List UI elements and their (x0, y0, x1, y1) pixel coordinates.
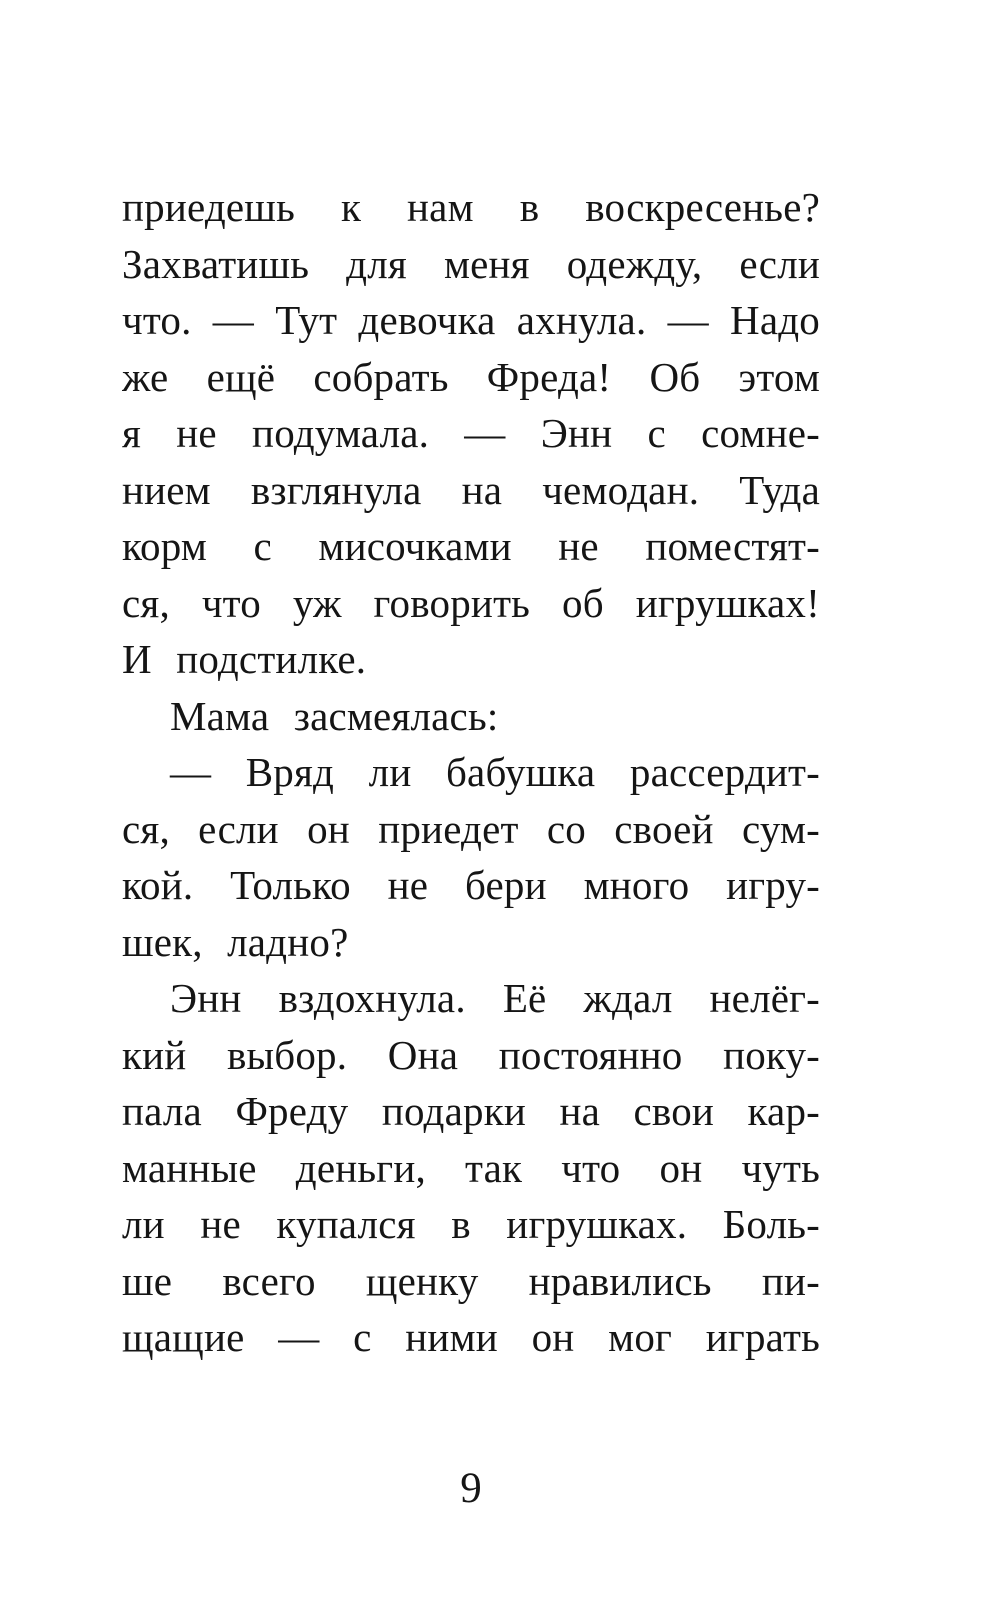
text-line: что. — Тут девочка ахнула. — Надо (122, 297, 820, 343)
text-line: корм с мисочками не поместят- (122, 523, 820, 569)
text-line: пала Фреду подарки на свои кар- (122, 1088, 820, 1134)
text-line: ли не купался в игрушках. Боль- (122, 1201, 820, 1247)
text-line: ся, если он приедет со своей сум- (122, 805, 820, 852)
text-line: щащие — с ними он мог играть (122, 1314, 820, 1360)
text-line: кий выбор. Она постоянно поку- (122, 1031, 820, 1078)
text-line: — Вряд ли бабушка рассердит- (170, 749, 820, 795)
text-line: кой. Только не бери много игру- (122, 862, 820, 908)
text-line: я не подумала. — Энн с сомне- (122, 410, 820, 456)
text-line: манные деньги, так что он чуть (122, 1144, 820, 1191)
page-number: 9 (460, 1465, 482, 1512)
text-line: нием взглянула на чемодан. Туда (122, 466, 820, 513)
text-line: И подстилке. (122, 636, 367, 682)
text-line: ся, что уж говорить об игрушках! (122, 579, 820, 626)
text-line: шек, ладно? (122, 918, 349, 965)
text-line: приедешь к нам в воскресенье? (122, 184, 820, 230)
text-block (122, 179, 820, 1366)
text-line: ше всего щенку нравились пи- (122, 1257, 820, 1304)
text-line: Мама засмеялась: (170, 692, 499, 739)
text-line: Энн вздохнула. Её ждал нелёг- (170, 975, 820, 1021)
text-line: же ещё собрать Фреда! Об этом (122, 353, 820, 400)
text-line: Захватишь для меня одежду, если (122, 240, 820, 287)
